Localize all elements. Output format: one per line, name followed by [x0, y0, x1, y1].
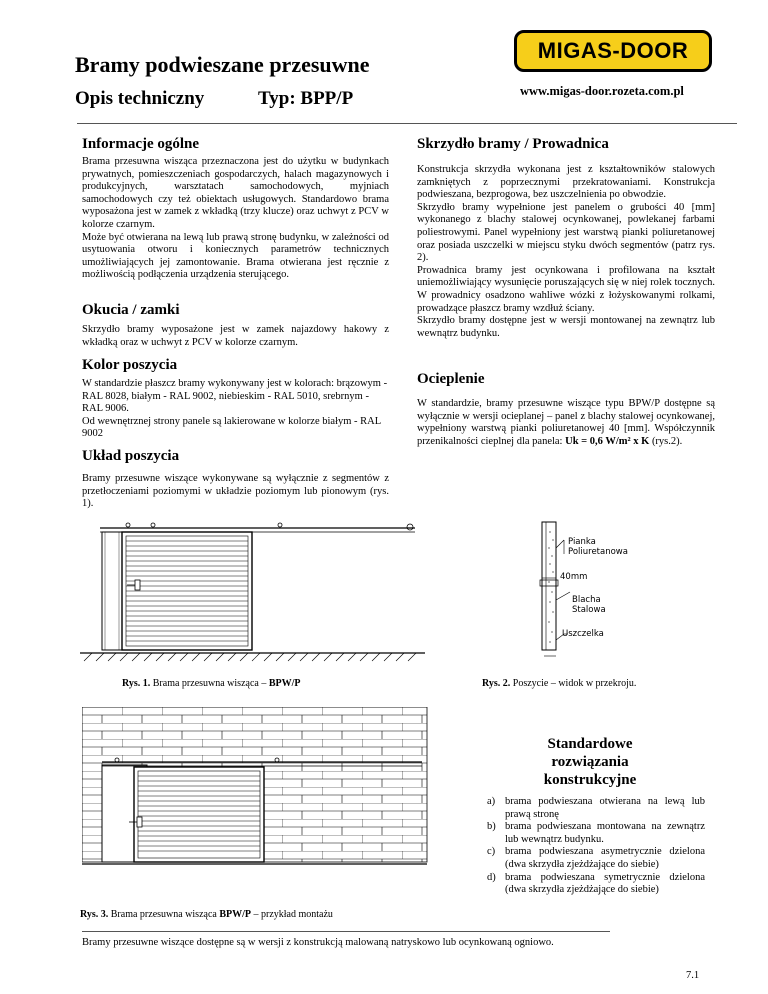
list-item-label: c)	[487, 846, 496, 858]
fig2-label-blacha-text: Blacha	[572, 595, 601, 605]
list-item-label: a)	[487, 796, 496, 807]
fig3-text: Brama przesuwna wisząca	[108, 909, 220, 920]
fig3-bold: BPW/P	[219, 909, 251, 920]
fig1-label: Rys. 1.	[122, 678, 151, 689]
list-item	[487, 872, 705, 897]
website-url[interactable]: www.migas-door.rozeta.com.pl	[520, 84, 684, 98]
fig2-label-thickness: 40mm	[560, 572, 588, 582]
leaf-text: Konstrukcja skrzydła wykonana jest z kształtowników stalowych zamkniętych z poprzecznymi przekratowaniami. Konstrukcja podwieszana, bezprogowa, bez uszczelnienia po obwodzie. Skrzydło bramy wypełnione jest panelem o grubości 40 [mm] wykonanego z blachy stalowej ocynkowanej, powlekanej farbami poliestrowymi. Panel wypełniony jest warstwą pianki poliuretanowej oraz posiada uszczelki w miejscu styku dwóch segmentów (patrz rys. 2). Prowadnica bramy jest ocynkowana i profilowana na kształt uniemożliwiający wysunięcie poruszających się w niej rolek tocznych. W prowadnicy osadzono wahliwe wózki z łożyskowanymi rolkami, prowadzące płaszcz bramy wzdłuż ściany. Skrzydło bramy dostępne jest w wersji montowanej na zewnątrz lub wewnątrz budynku.	[417, 164, 715, 339]
info-text: Brama przesuwna wisząca przeznaczona jest do użytku w budynkach prywatnych, pomieszczeniach gospodarczych, halach magazynowych i produkcyjnych, warsztatach samochodowych, myjniach samochodowych czy też obiektach usługowych. Standardowo brama wyposażona jest w zamek z wkładką (trzy klucze) oraz uchwyt z PCV w kolorze czarnym. Może być otwierana na lewą lub prawą stronę budynku, w zależności od usytuowania otworu i koniecznych parametrów technicznych umożliwiających jej zamontowanie. Brama otwierana jest ręcznie z możliwością podłączenia urządzenia sterującego.	[82, 156, 389, 281]
figure-1-caption	[122, 678, 301, 689]
fig3-suffix: – przykład montażu	[251, 909, 333, 920]
fig1-bold: BPW/P	[268, 678, 301, 689]
fig2-label-uszczelka: Uszczelka	[562, 629, 604, 639]
figure-1-drawing	[80, 515, 425, 665]
fig2-label: Rys. 2.	[482, 678, 511, 689]
list-item	[487, 821, 705, 846]
list-item-label: d)	[487, 871, 496, 883]
fig2-label-poliuretan: Poliuretanowa	[568, 547, 628, 557]
list-item-text: brama podwieszana montowana na zewnątrz lub wewnątrz budynku.	[505, 821, 705, 845]
standard-heading: Standardowe rozwiązania konstrukcyjne	[543, 736, 637, 788]
fig2-label-blacha	[572, 595, 606, 615]
figure-2-caption	[482, 678, 636, 689]
layout-heading: Układ poszycia	[82, 448, 180, 464]
insulation-value: Uk = 0,6 W/m² x K	[565, 435, 650, 447]
insulation-heading: Ocieplenie	[417, 371, 485, 387]
footer-divider	[82, 931, 610, 932]
fig1-text: Brama przesuwna wisząca –	[150, 678, 269, 689]
list-item-label: b)	[487, 821, 496, 833]
footer-note: Bramy przesuwne wiszące dostępne są w wersji z konstrukcją malowaną natryskowo lub ocynkowaną ogniowo.	[82, 937, 554, 948]
fittings-heading: Okucia / zamki	[82, 302, 180, 318]
company-logo	[514, 30, 712, 72]
leaf-heading: Skrzydło bramy / Prowadnica	[417, 136, 609, 152]
insulation-suffix: (rys.2).	[649, 435, 683, 447]
list-item-text: brama podwieszana symetrycznie dzielona (dwa skrzydła zjeżdżające do siebie)	[505, 871, 705, 896]
type-label: Typ: BPP/P	[258, 88, 354, 109]
color-heading: Kolor poszycia	[82, 357, 178, 373]
list-item	[487, 796, 705, 821]
list-item	[487, 846, 705, 871]
color-text: W standardzie płaszcz bramy wykonywany jest w kolorach: brązowym - RAL 8028, białym - RAL 9002, niebieskim - RAL 5010, srebrnym - RAL 9006. Od wewnętrznej strony panele są lakierowane w kolorze białym - RAL 9002	[82, 378, 388, 440]
fig2-label-pianka	[568, 537, 628, 557]
fittings-text: Skrzydło bramy wyposażone jest w zamek najazdowy hakowy z wkładką oraz w uchwyt z PCV w kolorze czarnym.	[82, 324, 389, 348]
info-heading: Informacje ogólne	[82, 136, 200, 152]
fig3-label: Rys. 3.	[80, 909, 109, 920]
logo-text: MIGAS-DOOR	[537, 38, 689, 63]
figure-3-drawing	[82, 707, 452, 877]
page-number: 7.1	[686, 970, 700, 981]
list-item-text: brama podwieszana asymetrycznie dzielona (dwa skrzydła zjeżdżające do siebie)	[505, 846, 705, 870]
layout-text: Bramy przesuwne wiszące wykonywane są wyłącznie z segmentów z przetłoczeniami poziomymi w układzie poziomym lub pionowym (rys. 1).	[82, 473, 389, 510]
list-item-text: brama podwieszana otwierana na lewą lub prawą stronę	[505, 796, 705, 820]
fig2-label-pianka-text: Pianka	[568, 537, 596, 547]
document-title: Bramy podwieszane przesuwne	[75, 52, 370, 77]
figure-3-caption	[80, 909, 333, 920]
insulation-body: W standardzie, bramy przesuwne wiszące typu BPW/P dostępne są wyłącznie w wersji ocieplanej – panel z blachy stalowej ocynkowanej, wypełniony warstwą pianki poliuretanowej 40 [mm]. Współczynnik przenikalności cieplnej dla panela:	[417, 398, 715, 447]
standard-list	[487, 796, 705, 897]
fig2-label-stalowa: Stalowa	[572, 605, 606, 615]
header-divider	[77, 123, 737, 124]
fig2-text: Poszycie – widok w przekroju.	[510, 678, 637, 689]
document-subtitle: Opis techniczny	[75, 88, 205, 109]
insulation-text	[417, 398, 715, 448]
